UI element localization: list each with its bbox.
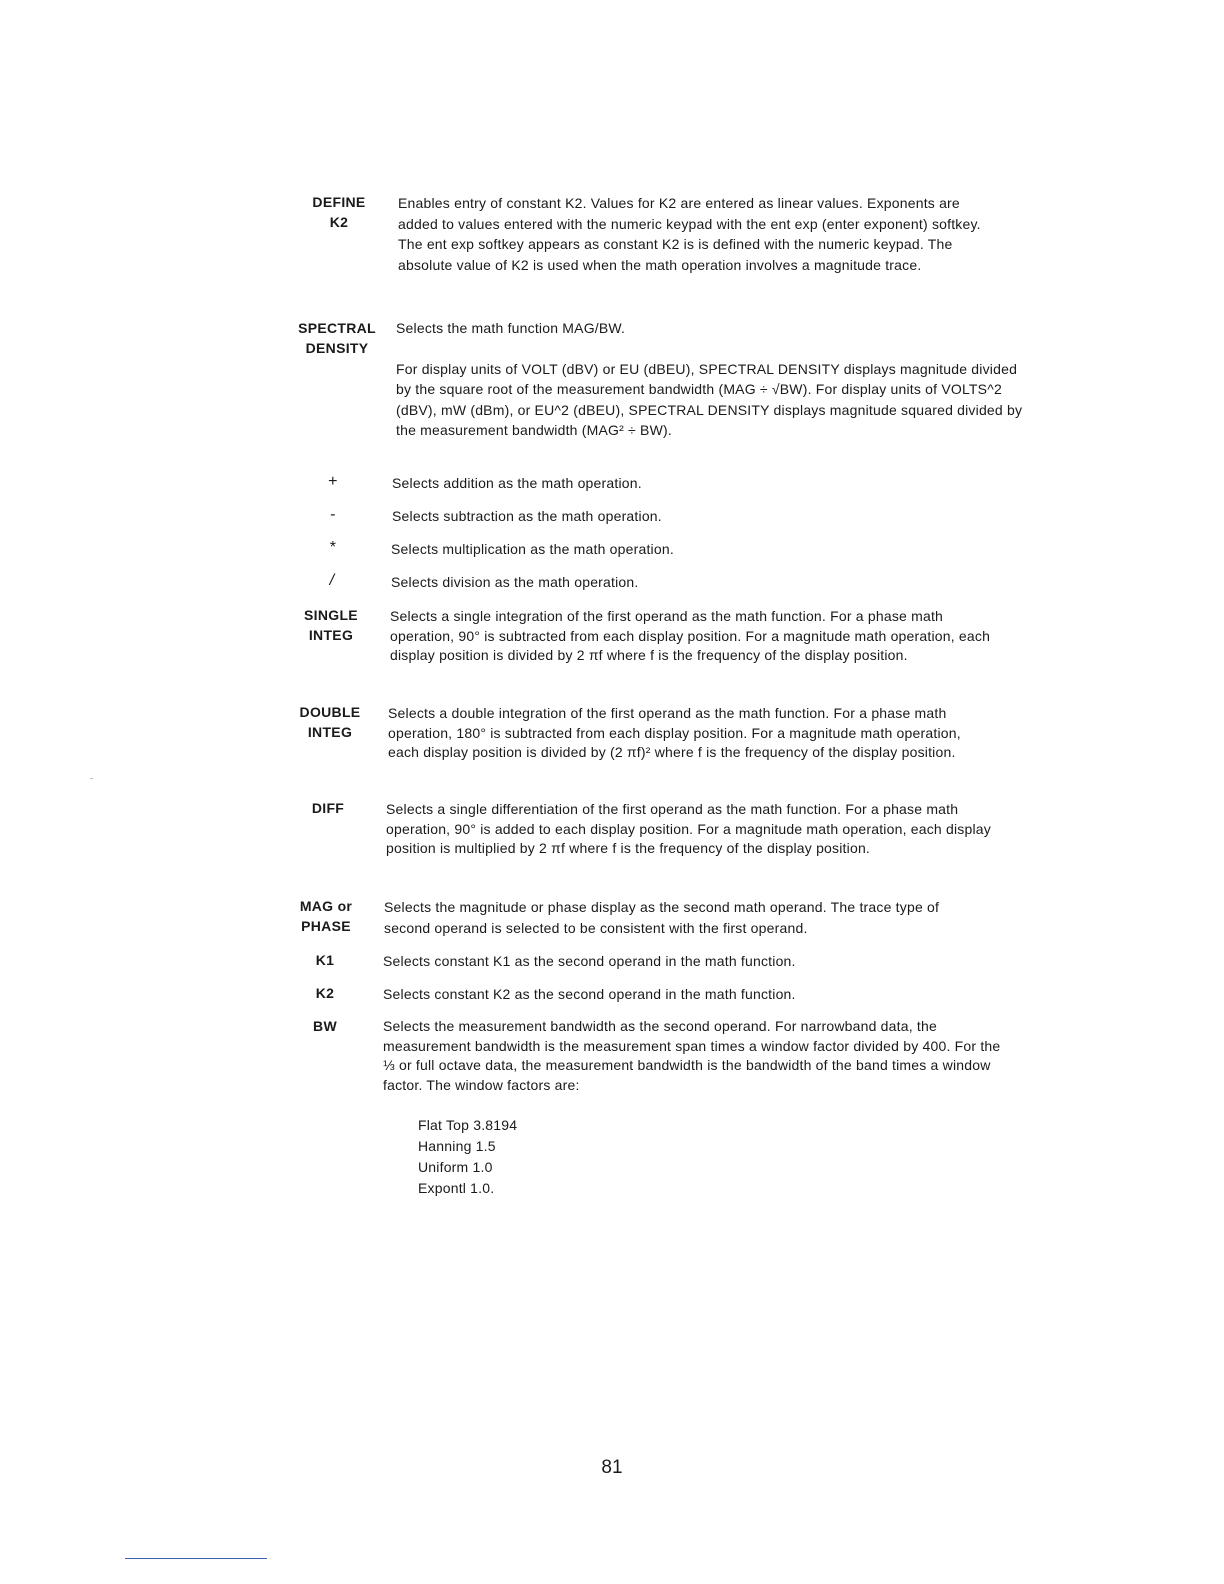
term-k2: K2 [315,985,335,1001]
desc-k1: Selects constant K1 as the second operand in the math function. [383,953,796,969]
desc-k2: Selects constant K2 as the second operand in the math function. [383,986,796,1002]
scan-speck [90,778,93,779]
window-factor-list [418,1115,517,1199]
desc-spectral-density: Selects the math function MAG/BW. For display units of VOLT (dBV) or EU (dBEU), SPECTRAL DENSITY displays magnitude divided by the square root of the measurement bandwidth (MAG ÷ √BW). For display units of VOLTS^2 (dBV), mW (dBm), or EU^2 (dBEU), SPECTRAL DENSITY displays magnitude squared divided by the measurement bandwidth (MAG² ÷ BW). [396,320,1023,438]
term-plus: + [328,473,338,490]
desc-bw: Selects the measurement bandwidth as the second operand. For narrowband data, the measurement bandwidth is the measurement span times a window factor divided by 400. For the ⅓ or full octave data, the measurement bandwidth is the bandwidth of the band times a window factor. The window factors are: [383,1018,1001,1093]
window-factor-item: Expontl 1.0. [418,1180,495,1196]
term-diff: DIFF [311,800,345,816]
desc-define-k2: Enables entry of constant K2. Values for K2 are entered as linear values. Exponents are added to values entered with the numeric keypad with the ent exp (enter exponent) softkey. The ent exp softkey appears as constant K2 is is defined with the numeric keypad. The absolute value of K2 is used when the math operation involves a magnitude trace. [398,195,981,273]
term-single-integ: SINGLE INTEG [304,607,358,643]
window-factor-item: Flat Top 3.8194 [418,1117,518,1133]
window-factor-item: Uniform 1.0 [418,1159,493,1175]
desc-mag-or-phase: Selects the magnitude or phase display as the second math operand. The trace type of second operand is selected to be consistent with the first operand. [384,899,940,936]
desc-plus: Selects addition as the math operation. [392,475,642,491]
term-k1: K1 [315,952,335,968]
term-define-k2: DEFINE K2 [312,194,366,230]
desc-multiply: Selects multiplication as the math operation. [391,541,674,557]
term-divide: / [329,572,335,589]
desc-double-integ: Selects a double integration of the first operand as the math function. For a phase math operation, 180° is subtracted from each display position. For a magnitude math operation, each display position is divided by (2 πf)² where f is the frequency of the display position. [388,705,961,760]
desc-minus: Selects subtraction as the math operation. [392,508,662,524]
term-mag-or-phase: MAG or PHASE [299,898,353,934]
footer-rule [125,1558,267,1559]
desc-single-integ: Selects a single integration of the first operand as the math function. For a phase math operation, 90° is subtracted from each display position. For a magnitude math operation, each display position is divided by 2 πf where f is the frequency of the display position. [390,608,991,663]
term-bw: BW [313,1018,337,1034]
term-minus: - [330,506,336,523]
term-multiply: * [329,539,337,556]
desc-divide: Selects division as the math operation. [391,574,639,590]
desc-diff: Selects a single differentiation of the first operand as the math function. For a phase math operation, 90° is added to each display position. For a magnitude math operation, each display position is multiplied by 2 πf where f is the frequency of the display position. [386,801,991,856]
term-spectral-density: SPECTRAL DENSITY [298,320,376,356]
window-factor-item: Hanning 1.5 [418,1138,496,1154]
term-double-integ: DOUBLE INTEG [299,704,361,740]
page-number: 81 [601,1457,623,1478]
